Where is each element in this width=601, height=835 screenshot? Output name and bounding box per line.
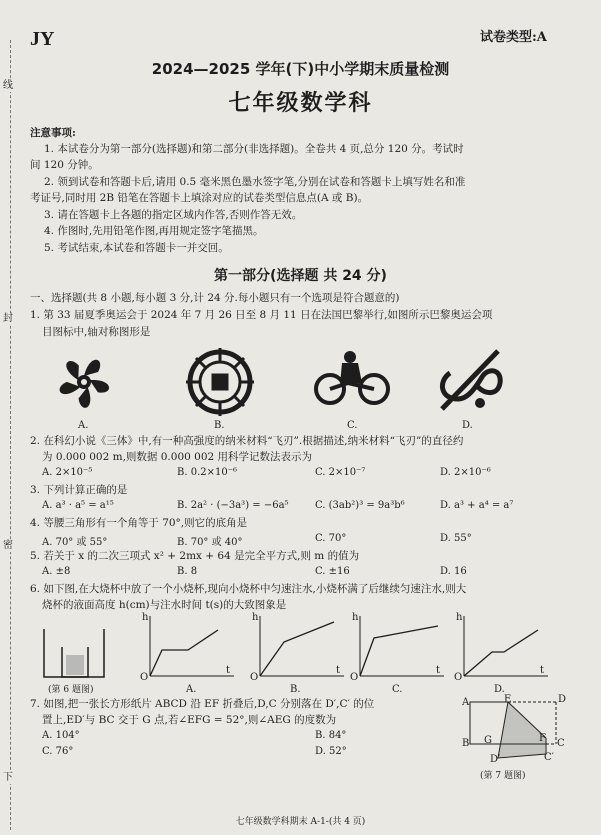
q6-axis-t: t — [436, 665, 441, 676]
note-line: 2. 领到试卷和答题卡后,请用 0.5 毫米黑色墨水签字笔,分别在试卷和答题卡上填写姓名和准 — [44, 176, 466, 188]
q7-point: D′ — [490, 754, 501, 765]
note-line: 考证号,同时用 2B 铅笔在答题卡上填涂对应的试卷类型信息点(A 或 B)。 — [30, 192, 369, 204]
q7-option: B. 84° — [315, 730, 347, 741]
q6-text: 6. 如下图,在大烧杯中放了一个小烧杯,现向小烧杯中匀速注水,小烧杯满了后继续匀速注水,则大 — [30, 583, 467, 595]
q7-fold-figure — [460, 694, 572, 774]
q7-point: A — [462, 697, 470, 708]
q6-graph-a — [138, 612, 238, 684]
q1-text: 目图标中,轴对称图形是 — [42, 326, 151, 338]
q4-option: C. 70° — [315, 533, 347, 544]
q7-option: C. 76° — [42, 746, 74, 757]
q4-text: 4. 等腰三角形有一个角等于 70°,则它的底角是 — [30, 517, 248, 529]
q6-axis-h: h — [352, 612, 359, 623]
q6-axis-h: h — [456, 612, 463, 623]
q2-option: C. 2×10⁻⁷ — [315, 467, 366, 478]
notes-heading: 注意事项: — [30, 127, 76, 139]
page-footer: 七年级数学科期末 A-1-(共 4 页) — [235, 817, 366, 827]
q6-label: D. — [494, 684, 505, 695]
q6-axis-h: h — [142, 612, 149, 623]
q1-icon-a — [40, 343, 130, 421]
q7-option: D. 52° — [315, 746, 347, 757]
q1-icon-d — [430, 343, 510, 421]
q6-axis-t: t — [336, 665, 341, 676]
subject-title: 七年级数学科 — [228, 91, 373, 116]
margin-char: 线 — [3, 80, 13, 91]
margin-char: 封 — [3, 313, 13, 324]
q7-point: D — [558, 694, 567, 705]
section-title: 第一部分(选择题 共 24 分) — [214, 268, 387, 284]
q6-label: B. — [290, 684, 301, 695]
q6-origin: O — [140, 672, 149, 683]
q3-option: D. a³ + a⁴ = a⁷ — [440, 500, 514, 511]
q7-text: 7. 如图,把一张长方形纸片 ABCD 沿 EF 折叠后,D,C 分别落在 D′,C′ 的位 — [30, 698, 375, 710]
q7-point: F — [539, 733, 546, 744]
q2-option: B. 0.2×10⁻⁶ — [177, 467, 237, 478]
note-line: 1. 本试卷分为第一部分(选择题)和第二部分(非选择题)。全卷共 4 页,总分 120 分。考试时 — [44, 143, 464, 155]
note-line: 3. 请在答题卡上各题的指定区域内作答,否则作答无效。 — [44, 209, 303, 221]
q1-label: A. — [78, 420, 89, 431]
q1-label: C. — [347, 420, 358, 431]
q3-text: 3. 下列计算正确的是 — [30, 484, 128, 496]
section-intro: 一、选择题(共 8 小题,每小题 3 分,计 24 分.每小题只有一个选项是符合题意的) — [30, 292, 400, 304]
q1-icon-b — [180, 343, 260, 421]
note-line: 间 120 分钟。 — [30, 159, 99, 171]
q6-graph-c — [348, 612, 448, 684]
q5-option: B. 8 — [177, 566, 198, 577]
q6-beaker-figure — [40, 625, 110, 680]
q7-point: E — [504, 694, 512, 705]
q2-text: 为 0.000 002 m,则数据 0.000 002 用科学记数法表示为 — [42, 451, 313, 463]
paper-type: 试卷类型:A — [480, 30, 547, 45]
q7-point: B — [462, 738, 470, 749]
q6-axis-t: t — [540, 665, 545, 676]
q5-option: D. 16 — [440, 566, 467, 577]
q4-option: D. 55° — [440, 533, 472, 544]
exam-title: 2024—2025 学年(下)中小学期末质量检测 — [151, 60, 450, 78]
q6-graph-b — [248, 612, 348, 684]
binding-margin — [0, 0, 22, 835]
q6-label: A. — [186, 684, 197, 695]
q6-text: 烧杯的液面高度 h(cm)与注水时间 t(s)的大致图象是 — [42, 599, 287, 611]
q6-axis-h: h — [252, 612, 259, 623]
q4-option: A. 70° 或 55° — [42, 537, 108, 548]
q7-point: C′ — [544, 752, 554, 763]
q7-point: C — [557, 738, 565, 749]
note-line: 4. 作图时,先用铅笔作图,再用规定签字笔描黑。 — [44, 225, 264, 237]
q2-option: A. 2×10⁻⁵ — [42, 467, 93, 478]
q3-option: B. 2a² · (−3a³) = −6a⁵ — [177, 500, 289, 511]
cut-line — [10, 40, 11, 830]
q6-origin: O — [454, 672, 463, 683]
margin-char: 密 — [3, 540, 13, 551]
q6-axis-t: t — [226, 665, 231, 676]
q1-label: B. — [214, 420, 225, 431]
q6-origin: O — [350, 672, 359, 683]
q7-fig-caption: (第 7 题图) — [480, 771, 526, 781]
school-mark: JY — [30, 28, 55, 50]
note-line: 5. 考试结束,本试卷和答题卡一并交回。 — [44, 242, 229, 254]
q7-point: G — [484, 735, 492, 746]
q7-text: 置上,ED′与 BC 交于 G 点,若∠EFG = 52°,则∠AEG 的度数为 — [42, 714, 337, 726]
q1-label: D. — [462, 420, 473, 431]
q1-text: 1. 第 33 届夏季奥运会于 2024 年 7 月 26 日至 8 月 11 日在法国巴黎举行,如图所示巴黎奥运会项 — [30, 309, 493, 321]
q3-option: C. (3ab²)³ = 9a³b⁶ — [315, 500, 405, 511]
q2-text: 2. 在科幻小说《三体》中,有一种高强度的纳米材料“飞刃”.根据描述,纳米材料“飞刃”的直径约 — [30, 435, 464, 447]
q6-fig-caption: (第 6 题图) — [48, 685, 94, 695]
q1-icon-c — [312, 343, 392, 421]
q6-label: C. — [392, 684, 403, 695]
margin-char: 下 — [3, 772, 13, 783]
q6-graph-d — [452, 612, 552, 684]
q5-text: 5. 若关于 x 的二次三项式 x² + 2mx + 64 是完全平方式,则 m 的值为 — [30, 550, 360, 562]
q7-option: A. 104° — [42, 730, 80, 741]
q3-option: A. a³ · a⁵ = a¹⁵ — [42, 500, 114, 511]
q2-option: D. 2×10⁻⁶ — [440, 467, 491, 478]
q5-option: A. ±8 — [42, 566, 71, 577]
q4-option: B. 70° 或 40° — [177, 537, 243, 548]
q6-origin: O — [250, 672, 259, 683]
q5-option: C. ±16 — [315, 566, 350, 577]
